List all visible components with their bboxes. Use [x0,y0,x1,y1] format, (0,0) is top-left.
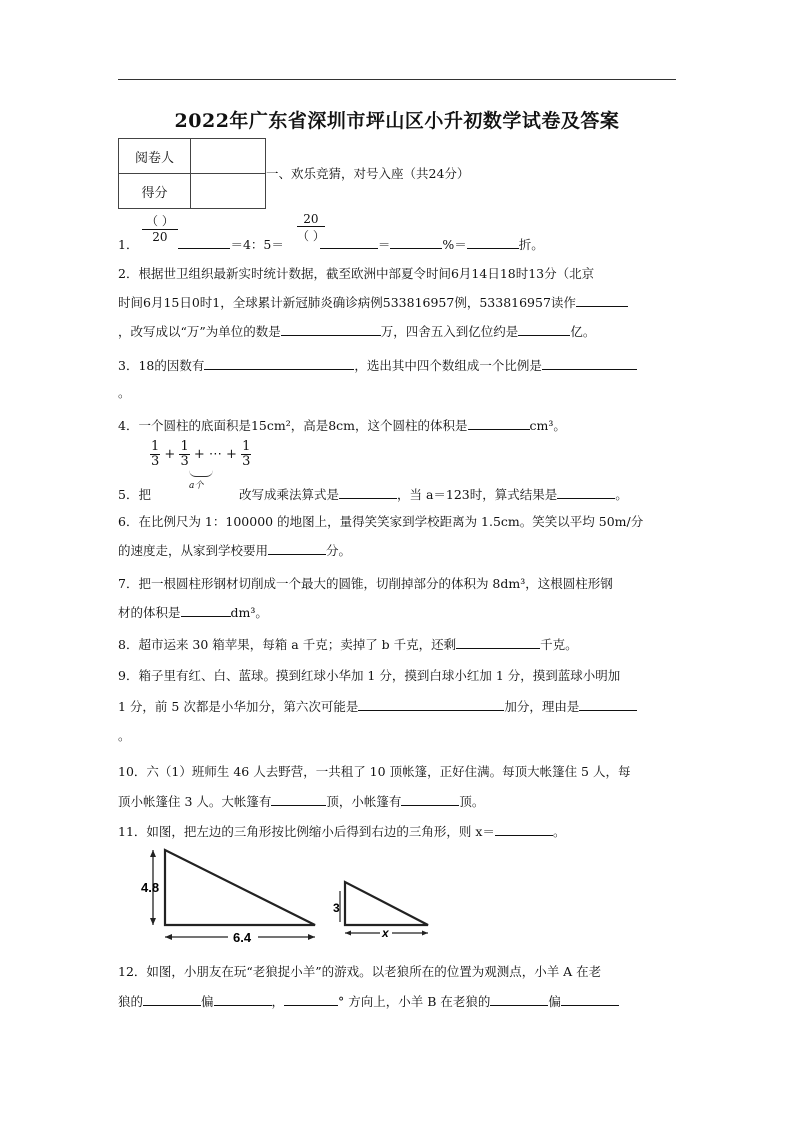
small-base-label: x [382,926,389,940]
q1-text-2: ＝ [377,237,391,252]
question-6-line-2 [118,541,351,559]
q10-blank-1[interactable] [271,792,326,806]
section-heading: 一、欢乐竞猜，对号入座（共24分） [266,166,470,181]
q5-dots: + ⋯ + [193,447,237,462]
q6-text-a: 的速度走，从家到学校要用 [118,543,269,558]
q10-text-c: 顶。 [459,794,485,809]
score-blank [191,174,266,209]
q5-f2-num: 1 [180,439,189,454]
big-triangle [165,850,315,925]
q5-brace [189,470,213,477]
q12-text-b: 偏 [201,994,214,1009]
q11-blank[interactable] [495,822,553,836]
q2-line-3a: ，改写成以“万”为单位的数是 [118,324,281,339]
question-5 [118,485,628,503]
q5-blank-2[interactable] [557,485,615,499]
q7-blank[interactable] [181,603,231,617]
question-2-line-3 [118,322,595,340]
q11-text-a: 11．如图，把左边的三角形按比例缩小后得到右边的三角形，则 x＝ [118,824,495,839]
q12-text-c: ， [271,994,285,1009]
question-11 [118,822,565,840]
q10-text-a: 顶小帐篷住 3 人。大帐篷有 [118,794,272,809]
q1-frac1-den: 20 [152,230,168,244]
q5-f1-den: 3 [151,454,160,469]
q6-blank[interactable] [268,541,326,555]
reviewer-label: 阅卷人 [119,139,191,174]
q1-blank-1[interactable] [178,235,230,249]
q7-line-1: 7．把一根圆柱形钢材切削成一个最大的圆锥，切削掉部分的体积为 8dm³，这根圆柱形钢 [118,576,613,591]
small-base-arrow-right [422,931,428,936]
question-1 [118,235,544,253]
q12-blank-4[interactable] [490,992,548,1006]
q8-text-b: 千克。 [540,637,578,652]
q7-text-a: 材的体积是 [118,605,181,620]
q3-end: 。 [118,385,131,400]
q10-blank-2[interactable] [401,792,459,806]
q1-blank-4[interactable] [467,235,519,249]
small-height-label: 3 [333,901,340,915]
q1-text-3: %＝ [442,237,467,252]
q2-line-3c: 亿。 [570,324,596,339]
score-table [118,138,266,209]
q3-blank-2[interactable] [542,356,637,370]
q5-text-b: 改写成乘法算式是 [238,487,339,502]
question-7-line-2 [118,603,268,621]
q3-text-b: ，选出其中四个数组成一个比例是 [354,358,542,373]
header-rule [118,79,676,80]
big-height-arrow-bottom [150,918,156,925]
q9-end: 。 [118,728,131,743]
q5-f1-num: 1 [151,439,160,454]
q5-frac-3 [241,440,251,469]
q1-text-1: ＝4：5＝ [230,237,284,252]
q3-text-a: 3．18的因数有 [118,358,205,373]
q7-text-b: dm³。 [230,605,268,620]
q5-count-label: a个 [189,481,204,491]
big-base-arrow-left [165,934,172,940]
q5-sum-expression [150,440,251,469]
q10-line-1: 10．六（1）班师生 46 人去野营，一共租了 10 顶帐篷，正好住满。每顶大帐篷住 5 人，每 [118,764,631,779]
q4-blank[interactable] [468,416,530,430]
q2-blank-3[interactable] [518,322,570,336]
q10-text-b: 顶，小帐篷有 [326,794,402,809]
q5-text-a: 5．把 [118,487,151,502]
question-4 [118,416,566,434]
q3-blank-1[interactable] [204,356,354,370]
page-title: 2022年广东省深圳市坪山区小升初数学试卷及答案 [174,110,620,132]
q1-frac1-num: （ ） [142,212,178,230]
q12-line-1: 12．如图，小朋友在玩“老狼捉小羊”的游戏。以老狼所在的位置为观测点，小羊 A 在老 [118,964,602,979]
q5-frac-1 [150,440,160,469]
big-height-arrow-top [150,850,156,857]
q5-text-d: 。 [615,487,628,502]
question-10-line-2 [118,792,484,810]
big-base-label: 6.4 [233,930,252,945]
q6-line-1: 6．在比例尺为 1：100000 的地图上，量得笑笑家到学校距离为 1.5cm。笑笑以平均 50m/分 [118,514,644,529]
q6-text-b: 分。 [326,543,352,558]
q12-text-a: 狼的 [118,994,144,1009]
q9-text-b: 加分，理由是 [504,699,580,714]
q5-f3-den: 3 [242,454,251,469]
q11-triangles-figure [140,845,440,945]
big-base-arrow-right [308,934,315,940]
q2-blank-2[interactable] [281,322,381,336]
q2-line-1: 2．根据世卫组织最新实时统计数据，截至欧洲中部夏令时间6月14日18时13分（北京 [118,266,595,281]
question-12-line-2 [118,992,619,1010]
question-8 [118,635,578,653]
q12-blank-1[interactable] [143,992,201,1006]
q9-text-a: 1 分，前 5 次都是小华加分，第六次可能是 [118,699,359,714]
q8-text-a: 8．超市运来 30 箱苹果，每箱 a 千克；卖掉了 b 千克，还剩 [118,637,457,652]
q9-blank-2[interactable] [579,697,637,711]
q2-line-2-text: 时间6月15日0时1，全球累计新冠肺炎确诊病例533816957例，533816957读作 [118,295,576,310]
question-9-line-2 [118,697,637,715]
q12-text-d: ° 方向上，小羊 B 在老狼的 [338,994,491,1009]
q1-text-4: 折。 [518,237,544,252]
big-height-label: 4.8 [141,880,160,895]
q1-number: 1． [118,237,139,252]
q5-plus: + [164,447,176,462]
q9-blank-1[interactable] [358,697,504,711]
q5-frac-2 [179,440,189,469]
q12-blank-5[interactable] [561,992,619,1006]
q4-text-a: 4．一个圆柱的底面积是15cm²，高是8cm，这个圆柱的体积是 [118,418,468,433]
q4-text-b: cm³。 [529,418,566,433]
small-base-arrow-left [345,931,351,936]
q2-line-3b: 万，四舍五入到亿位约是 [380,324,519,339]
q5-f3-num: 1 [242,439,251,454]
q12-blank-2[interactable] [214,992,272,1006]
q12-blank-3[interactable] [284,992,338,1006]
q5-text-c: ，当 a＝123时，算式结果是 [396,487,558,502]
score-label: 得分 [119,174,191,209]
question-3 [118,356,637,374]
q1-blank-3[interactable] [390,235,442,249]
q9-line-1: 9．箱子里有红、白、蓝球。摸到红球小华加 1 分，摸到白球小红加 1 分，摸到蓝球小明加 [118,668,621,683]
q2-blank-1[interactable] [576,293,628,307]
reviewer-blank [191,139,266,174]
question-2-line-2 [118,293,628,311]
q1-blank-2[interactable] [320,235,378,249]
q1-frac2-den: （ ） [297,229,325,243]
q5-blank-1[interactable] [339,485,397,499]
small-triangle [345,882,428,925]
q8-blank[interactable] [456,635,540,649]
q1-frac2-num: 20 [297,212,325,227]
q5-f2-den: 3 [180,454,189,469]
q12-text-e: 偏 [548,994,561,1009]
q11-text-b: 。 [552,824,566,839]
